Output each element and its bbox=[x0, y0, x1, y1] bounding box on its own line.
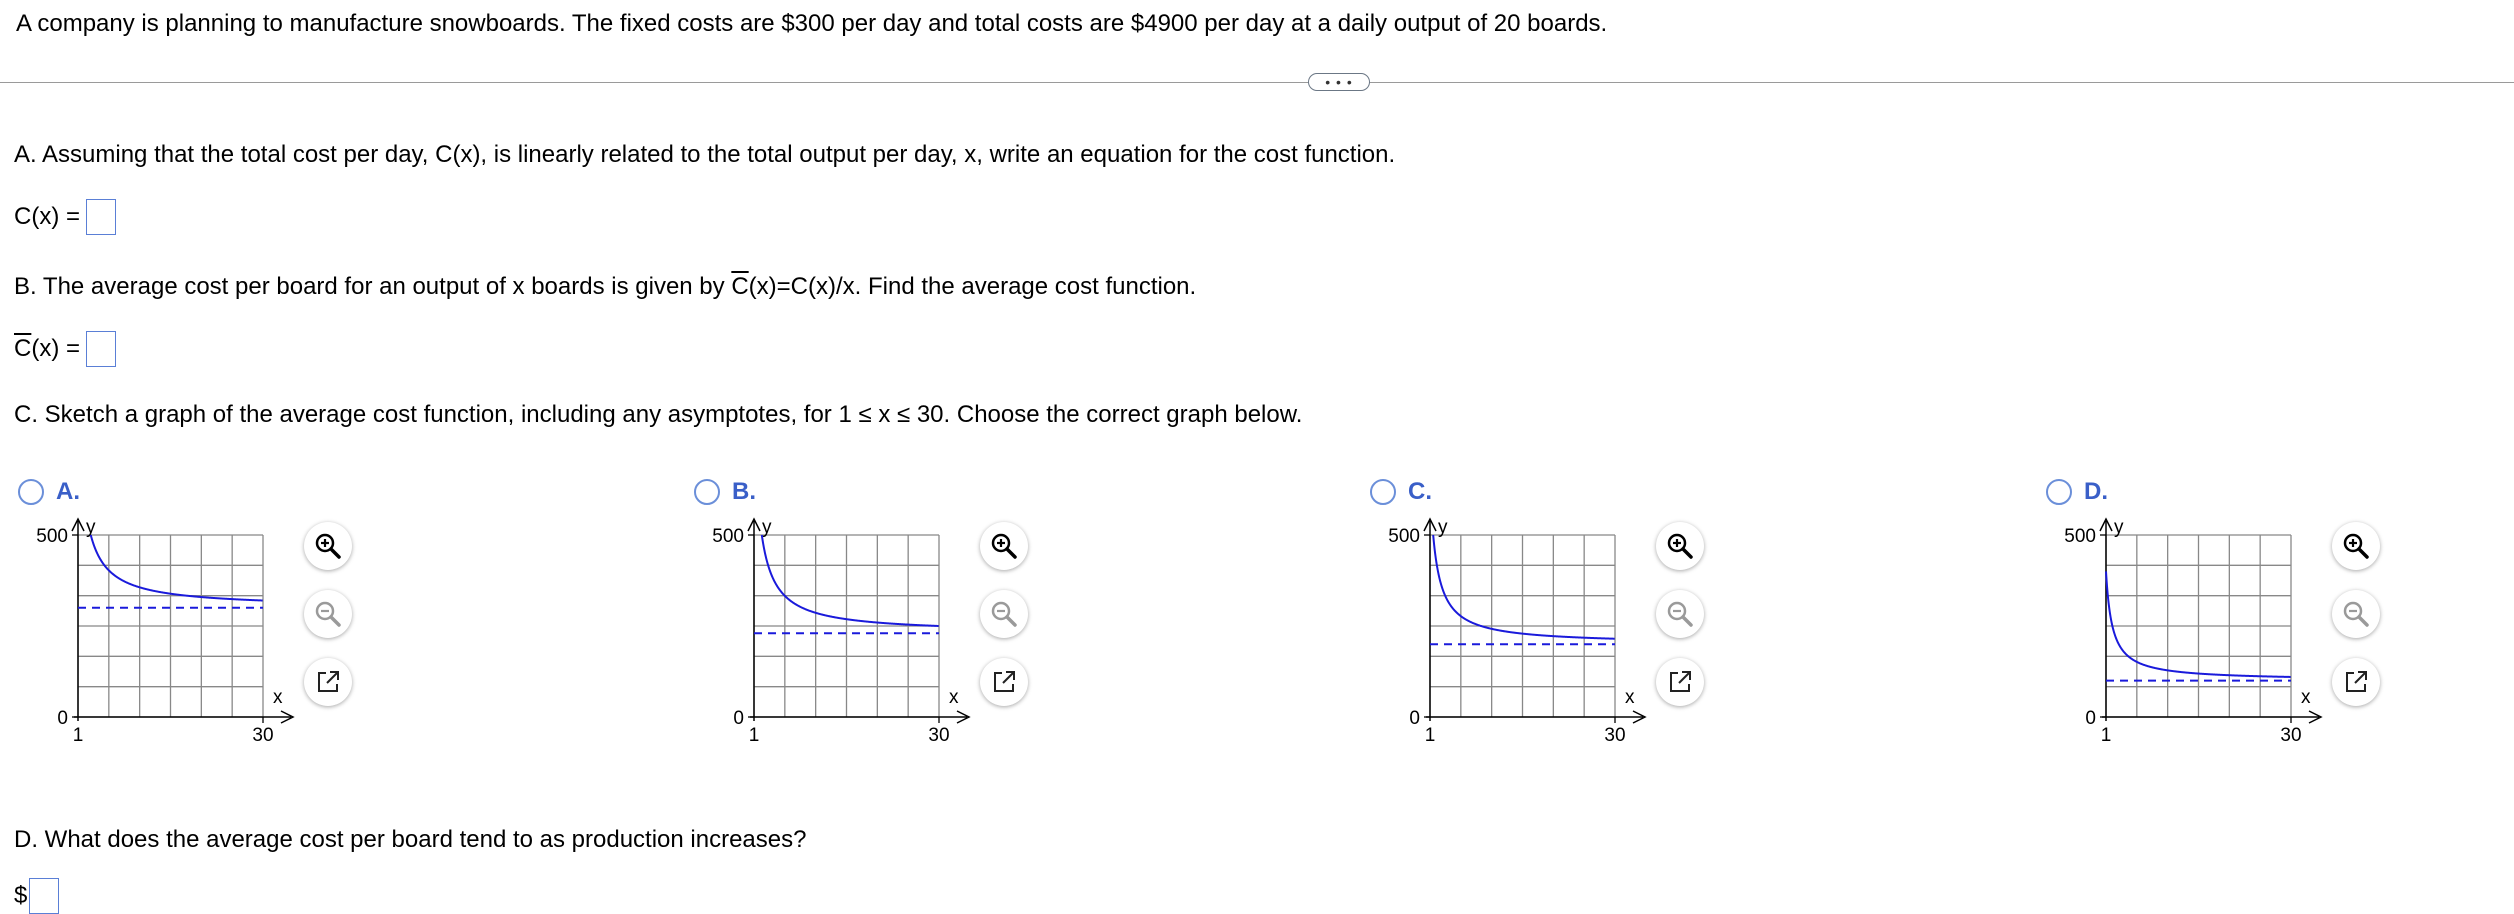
x-tick-label-left: 1 bbox=[72, 725, 84, 746]
graph-option-d bbox=[2046, 477, 2466, 777]
x-axis-label: x bbox=[273, 687, 283, 708]
y-axis-label: y bbox=[1438, 517, 1448, 538]
graph-option-a bbox=[18, 477, 438, 777]
option-label[interactable]: C. bbox=[1408, 478, 1432, 505]
zoom-in-button[interactable] bbox=[980, 522, 1028, 570]
zoom-out-button[interactable] bbox=[1656, 590, 1704, 638]
average-cost-curve bbox=[91, 535, 263, 601]
x-tick-label-left: 1 bbox=[2100, 725, 2112, 746]
zoom-out-icon bbox=[1665, 599, 1695, 629]
x-axis-label: x bbox=[2301, 687, 2311, 708]
part-d-question: D. What does the average cost per board tend to as production increases? bbox=[14, 826, 807, 853]
graph-plot bbox=[694, 517, 984, 777]
part-b-question-suffix: (x)=C(x)/x. Find the average cost function. bbox=[748, 273, 1197, 300]
zoom-in-button[interactable] bbox=[2332, 522, 2380, 570]
average-cost-curve bbox=[762, 535, 939, 626]
y-axis-label: y bbox=[86, 517, 96, 538]
part-d-prefix: $ bbox=[14, 882, 28, 909]
zoom-out-button[interactable] bbox=[304, 590, 352, 638]
zoom-in-icon bbox=[989, 531, 1019, 561]
x-tick-label-left: 1 bbox=[1424, 725, 1436, 746]
popout-button[interactable] bbox=[304, 658, 352, 706]
option-radio[interactable] bbox=[2046, 479, 2072, 505]
zoom-out-icon bbox=[313, 599, 343, 629]
y-tick-label-bottom: 0 bbox=[57, 708, 68, 729]
popout-button[interactable] bbox=[980, 658, 1028, 706]
y-axis-label: y bbox=[762, 517, 772, 538]
problem-statement: A company is planning to manufacture snowboards. The fixed costs are $300 per day and total costs are $4900 per day at a daily output of 20 boards. bbox=[16, 10, 1608, 37]
part-b-lhs-rest: (x) = bbox=[31, 335, 81, 362]
y-tick-label-bottom: 0 bbox=[1409, 708, 1420, 729]
part-a-question: A. Assuming that the total cost per day, C(x), is linearly related to the total output per day, x, write an equation for the cost function. bbox=[14, 141, 1396, 168]
zoom-out-icon bbox=[2341, 599, 2371, 629]
y-axis-label: y bbox=[2114, 517, 2124, 538]
zoom-in-icon bbox=[313, 531, 343, 561]
y-tick-label-top: 500 bbox=[1388, 526, 1420, 547]
popout-icon bbox=[1665, 667, 1695, 697]
zoom-out-button[interactable] bbox=[2332, 590, 2380, 638]
graph-plot bbox=[18, 517, 308, 777]
part-b-answer-box[interactable] bbox=[86, 331, 116, 367]
option-radio[interactable] bbox=[1370, 479, 1396, 505]
part-b-question-prefix: B. The average cost per board for an output of x boards is given by bbox=[14, 273, 732, 300]
zoom-in-icon bbox=[1665, 531, 1695, 561]
y-tick-label-bottom: 0 bbox=[2085, 708, 2096, 729]
graph-option-c bbox=[1370, 477, 1790, 777]
popout-icon bbox=[2341, 667, 2371, 697]
popout-icon bbox=[989, 667, 1019, 697]
option-label[interactable]: D. bbox=[2084, 478, 2108, 505]
graph-plot bbox=[1370, 517, 1660, 777]
zoom-in-button[interactable] bbox=[304, 522, 352, 570]
x-tick-label-right: 30 bbox=[928, 725, 950, 746]
zoom-in-button[interactable] bbox=[1656, 522, 1704, 570]
zoom-out-button[interactable] bbox=[980, 590, 1028, 638]
zoom-in-icon bbox=[2341, 531, 2371, 561]
graph-option-b bbox=[694, 477, 1114, 777]
option-radio[interactable] bbox=[18, 479, 44, 505]
popout-icon bbox=[313, 667, 343, 697]
y-tick-label-top: 500 bbox=[2064, 526, 2096, 547]
zoom-out-icon bbox=[989, 599, 1019, 629]
y-tick-label-top: 500 bbox=[712, 526, 744, 547]
y-tick-label-bottom: 0 bbox=[733, 708, 744, 729]
x-tick-label-left: 1 bbox=[748, 725, 760, 746]
part-d-answer-line bbox=[14, 878, 59, 914]
x-axis-label: x bbox=[1625, 687, 1635, 708]
part-b-question-cbar: $\overline{C}$ bbox=[731, 273, 749, 300]
divider bbox=[0, 82, 2514, 83]
part-a-answer-box[interactable] bbox=[86, 199, 116, 235]
popout-button[interactable] bbox=[1656, 658, 1704, 706]
part-d-answer-box[interactable] bbox=[29, 878, 59, 914]
part-b-question bbox=[14, 271, 1196, 303]
y-tick-label-top: 500 bbox=[36, 526, 68, 547]
x-tick-label-right: 30 bbox=[1604, 725, 1626, 746]
part-a-lhs: C(x) = bbox=[14, 203, 80, 230]
part-a-answer-line bbox=[14, 199, 116, 235]
graph-plot bbox=[2046, 517, 2336, 777]
option-radio[interactable] bbox=[694, 479, 720, 505]
x-tick-label-right: 30 bbox=[2280, 725, 2302, 746]
option-label[interactable]: B. bbox=[732, 478, 756, 505]
expand-button[interactable]: • • • bbox=[1308, 73, 1370, 91]
x-axis-label: x bbox=[949, 687, 959, 708]
option-label[interactable]: A. bbox=[56, 478, 80, 505]
part-b-answer-line bbox=[14, 331, 116, 367]
part-c-question: C. Sketch a graph of the average cost function, including any asymptotes, for 1 ≤ x ≤ 30. Choose the correct graph below. bbox=[14, 401, 1303, 428]
part-b-lhs-cbar: $\overline{C}$ bbox=[14, 335, 32, 362]
popout-button[interactable] bbox=[2332, 658, 2380, 706]
x-tick-label-right: 30 bbox=[252, 725, 274, 746]
